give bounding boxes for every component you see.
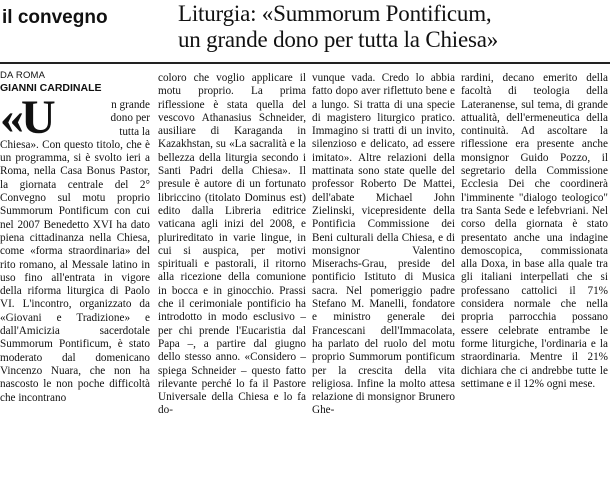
dropcap-row bbox=[0, 91, 150, 144]
dropcap: «U bbox=[0, 91, 53, 144]
dropcap-line: n grande bbox=[111, 99, 150, 111]
section-kicker: il convegno bbox=[2, 7, 108, 28]
headline-line-2: un grande dono per tutta la Chiesa» bbox=[178, 27, 499, 52]
headline-line-1: Liturgia: «Summorum Pontificum, bbox=[178, 1, 492, 26]
article-column-3 bbox=[312, 72, 455, 418]
column-2-text: coloro che voglio applicare il motu proprio. La prima riflessione è stata quella del vescovo Athanasius Schneider, ausiliare di Karaganda in Kazakhstan, su «La sacralità e la bellezza della liturgia secondo i Santi Padri della Chiesa». Il presule è autore di un fortunato libriccino (titolato Dominus est) edito dalla Libreria editrice vaticana agli inizi del 2008, e plurireditato in varie lingue, in cui si auspica, per motivi spirituali e pastorali, il ritorno alla ricezione della comunione in bocca e in ginocchio. Prassi che il cerimoniale pontificio ha introdotto in modo esclusivo – per chi prende l'Eucaristia dal Papa –, a partire dal giugno dello stesso anno. «Considero – spiega Schneider – questo fatto rilevante perché lo fa il Pastore Universale della Chiesa e lo fa do- bbox=[158, 72, 306, 417]
header-rule bbox=[0, 62, 610, 64]
column-4-text: rardini, decano emerito della facoltà di teologia della Lateranense, sul tema, di grande attualità, dell'ermeneutica della continuità. Ad ascoltare la riflessione era presente anche monsignor Guido Pozzo, il segretario della Commissione Ecclesia Dei che coordinerà l'imminente "dialogo teologico" tra Santa Sede e lefebvriani. Nel corso della giornata è stato presentato anche una indagine demoscopica, commissionata alla Doxa, in base alla quale tra gli italiani interpellati che si professano cattolici il 71% considera normale che nella propria parrocchia possano essere celebrate entrambe le forme liturgiche, l'ordinaria e la straordinaria. Mentre il 21% dichiara che ci andrebbe tutte le settimane e il 12% ogni mese. bbox=[461, 72, 608, 390]
dropcap-line: tutta la bbox=[119, 125, 150, 138]
column-3-text: vunque vada. Credo lo abbia fatto dopo aver riflettuto bene e a lungo. Si tratta di una specie di magistero liturgico pratico. Immagino si tratti di un invito, silenzioso e delicato, ad essere imitato». Altre relazioni della mattinata sono state quelle del professor Roberto De Mattei, dell'abate Michael John Zielinski, vicepresidente della Pontificia Commissione dei Beni culturali della Chiesa, e di monsignor Valentino Miserachs-Grau, preside del pontificio Istituto di Musica sacra. Nel pomeriggio padre Stefano M. Manelli, fondatore e ministro generale dei Francescani dell'Immacolata, ha parlato del ruolo del motu proprio Summorum pontificum per la crescita della vita religiosa. Infine la molto attesa relazione di monsignor Brunero Ghe- bbox=[312, 72, 455, 417]
article-column-2 bbox=[158, 72, 306, 418]
article-column-1 bbox=[0, 70, 150, 405]
lead-paragraph bbox=[0, 91, 150, 405]
headline bbox=[178, 1, 608, 53]
dropcap-line: dono per bbox=[110, 112, 150, 125]
byline: GIANNI CARDINALE bbox=[0, 82, 102, 94]
article-column-4 bbox=[461, 72, 608, 391]
dateline: DA ROMA bbox=[0, 70, 46, 81]
dropcap-lines bbox=[59, 98, 150, 139]
column-1-text: Chiesa». Con questo titolo, che è un programma, si è svolto ieri a Roma, nella Casa Bonus Pastor, la giornata centrale del 2° Convegno sul motu proprio Summorum Pontificum con cui nel 2007 Benedetto XVI ha dato piena cittadinanza nella Chiesa, come «forma straordinaria» del rito romano, al Messale latino in uso fino all'entrata in vigore della riforma liturgica di Paolo VI. L'incontro, organizzato da «Giovani e Tradizione» e dall'Amicizia sacerdotale Summorum Pontificum, è stato moderato dal domenicano Vincenzo Nuara, che non ha nascosto le non poche difficoltà che incontrano bbox=[0, 138, 150, 404]
